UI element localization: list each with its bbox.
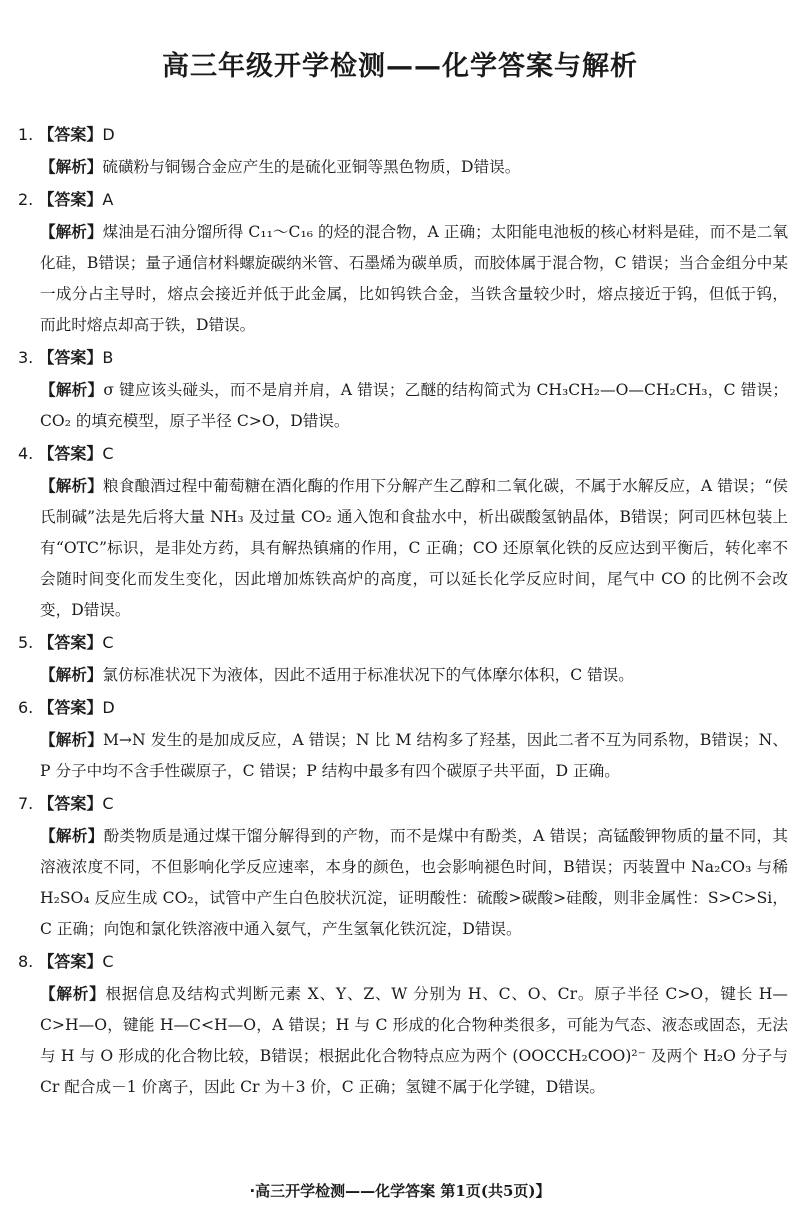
answer-value: C	[102, 444, 114, 463]
answer-line	[18, 183, 788, 217]
answer-value: A	[102, 190, 114, 209]
answer-value: C	[102, 633, 114, 652]
footer-page-number: 第1页(共5页)】	[440, 1182, 551, 1200]
analysis-paragraph	[40, 660, 788, 691]
answer-value: D	[102, 125, 115, 144]
analysis-label: 【解析】	[40, 223, 103, 241]
question-item	[18, 945, 788, 1103]
footer-exam-name: ·高三开学检测——化学答案	[249, 1182, 436, 1200]
answer-line	[18, 691, 788, 725]
question-item	[18, 118, 788, 183]
answer-value: B	[102, 348, 114, 367]
answer-line	[18, 437, 788, 471]
question-number: 7.	[18, 794, 34, 813]
analysis-paragraph	[40, 725, 788, 787]
question-item	[18, 691, 788, 787]
answer-line	[18, 626, 788, 660]
analysis-label: 【解析】	[40, 381, 104, 399]
question-number: 3.	[18, 348, 34, 367]
analysis-text: 氯仿标准状况下为液体，因此不适用于标准状况下的气体摩尔体积，C 错误。	[102, 666, 634, 684]
question-number: 2.	[18, 190, 34, 209]
question-item	[18, 183, 788, 341]
question-number: 4.	[18, 444, 34, 463]
answer-value: C	[102, 794, 114, 813]
question-item	[18, 626, 788, 691]
question-number: 1.	[18, 125, 34, 144]
question-list	[18, 118, 788, 1103]
answer-label: 【答案】	[38, 190, 103, 209]
analysis-paragraph	[40, 375, 788, 437]
answer-line	[18, 945, 788, 979]
answer-label: 【答案】	[38, 952, 103, 971]
question-item	[18, 341, 788, 437]
answer-value: C	[102, 952, 114, 971]
analysis-label: 【解析】	[40, 158, 103, 176]
question-item	[18, 437, 788, 626]
analysis-text: 硫磺粉与铜锡合金应产生的是硫化亚铜等黑色物质，D错误。	[102, 158, 521, 176]
analysis-label: 【解析】	[40, 827, 104, 845]
analysis-text: 煤油是石油分馏所得 C₁₁～C₁₆ 的烃的混合物，A 正确；太阳能电池板的核心材料是硅，而不是二氧化硅，B错误；量子通信材料螺旋碳纳米管、石墨烯为碳单质，而胶体属于混合物，C 错误；当合金组分中某一成分占主导时，熔点会接近并低于此金属，比如钨铁合金，当铁含量较少时，熔点接近于钨，但低于钨，而此时熔点却高于铁，D错误。	[40, 223, 788, 334]
analysis-text: M→N 发生的是加成反应，A 错误；N 比 M 结构多了羟基，因此二者不互为同系物，B错误；N、P 分子中均不含手性碳原子，C 错误；P 结构中最多有四个碳原子共平面，D 正确。	[40, 731, 788, 780]
analysis-text: σ 键应该头碰头，而不是肩并肩，A 错误；乙醚的结构简式为 CH₃CH₂—O—CH₂CH₃，C 错误；CO₂ 的填充模型，原子半径 C>O，D错误。	[40, 381, 788, 430]
analysis-label: 【解析】	[40, 985, 106, 1003]
analysis-paragraph	[40, 821, 788, 945]
answer-label: 【答案】	[38, 348, 103, 367]
analysis-paragraph	[40, 152, 788, 183]
analysis-paragraph	[40, 217, 788, 341]
analysis-label: 【解析】	[40, 666, 103, 684]
answer-label: 【答案】	[38, 794, 103, 813]
analysis-label: 【解析】	[40, 731, 103, 749]
answer-line	[18, 787, 788, 821]
answer-label: 【答案】	[38, 698, 103, 717]
analysis-label: 【解析】	[40, 477, 103, 495]
page-footer	[0, 1180, 800, 1201]
question-number: 8.	[18, 952, 34, 971]
analysis-paragraph	[40, 979, 788, 1103]
analysis-text: 酚类物质是通过煤干馏分解得到的产物，而不是煤中有酚类，A 错误；高锰酸钾物质的量不同，其溶液浓度不同，不但影响化学反应速率，本身的颜色，也会影响褪色时间，B错误；丙装置中 Na₂CO₃ 与稀 H₂SO₄ 反应生成 CO₂，试管中产生白色胶状沉淀，证明酸性：硫酸>碳酸>硅酸，则非金属性：S>C>Si，C 正确；向饱和氯化铁溶液中通入氨气，产生氢氧化铁沉淀，D错误。	[40, 827, 788, 938]
page-title: 高三年级开学检测——化学答案与解析	[162, 51, 638, 82]
question-item	[18, 787, 788, 945]
question-number: 5.	[18, 633, 34, 652]
answer-label: 【答案】	[38, 125, 103, 144]
answer-line	[18, 341, 788, 375]
analysis-text: 粮食酿酒过程中葡萄糖在酒化酶的作用下分解产生乙醇和二氧化碳，不属于水解反应，A 错误；“侯氏制碱”法是先后将大量 NH₃ 及过量 CO₂ 通入饱和食盐水中，析出碳酸氢钠晶体，B错误；阿司匹林包装上有“OTC”标识，是非处方药，具有解热镇痛的作用，C 正确；CO 还原氧化铁的反应达到平衡后，转化率不会随时间变化而发生变化，因此增加炼铁高炉的高度，可以延长化学反应时间，尾气中 CO 的比例不会改变，D错误。	[40, 477, 788, 619]
analysis-text: 根据信息及结构式判断元素 X、Y、Z、W 分别为 H、C、O、Cr。原子半径 C>O，键长 H—C>H—O，键能 H—C<H—O，A 错误；H 与 C 形成的化合物种类很多，可能为气态、液态或固态，无法与 H 与 O 形成的化合物比较，B错误；根据此化合物特点应为两个 (OOCCH₂COO)²⁻ 及两个 H₂O 分子与 Cr 配合成－1 价离子，因此 Cr 为＋3 价，C 正确；氢键不属于化学键，D错误。	[40, 985, 788, 1096]
analysis-paragraph	[40, 471, 788, 626]
answer-label: 【答案】	[38, 444, 103, 463]
answer-line	[18, 118, 788, 152]
answer-label: 【答案】	[38, 633, 103, 652]
answer-value: D	[102, 698, 115, 717]
question-number: 6.	[18, 698, 34, 717]
